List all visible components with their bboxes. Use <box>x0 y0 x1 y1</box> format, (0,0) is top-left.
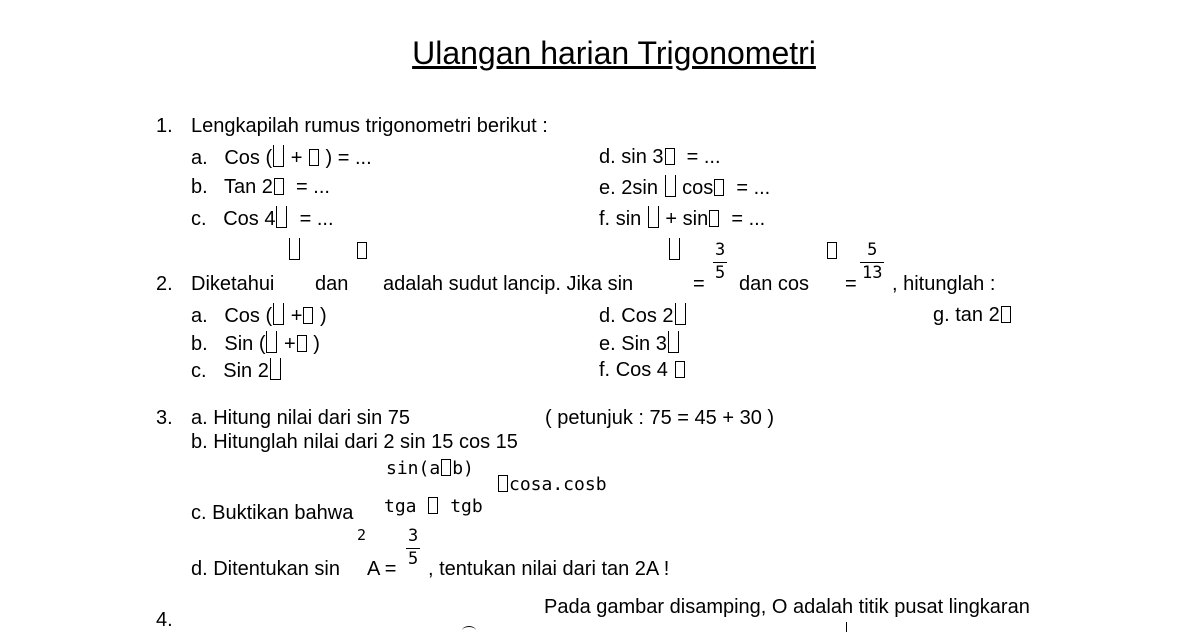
q2-item-c: c. Sin 2 <box>191 358 282 383</box>
alpha-symbol <box>668 331 679 353</box>
q2-number: 2. <box>156 273 173 295</box>
beta-symbol <box>309 149 319 166</box>
q2-intro-diketahui: Diketahui <box>191 273 275 295</box>
q1-item-c: c. Cos 4 = ... <box>191 208 334 230</box>
q2-hitunglah: , hitunglah : <box>892 273 996 295</box>
q2-item-a: a. Cos ( + ) <box>191 305 327 327</box>
q4-text: Pada gambar disamping, O adalah titik pusat lingkaran <box>544 596 1030 618</box>
q3-c-numerator: sin(a b) <box>386 458 474 479</box>
alpha-symbol <box>665 175 676 197</box>
q2-item-d: d. Cos 2 <box>599 303 687 328</box>
beta-symbol <box>274 178 284 195</box>
fraction-3-5: 3 5 <box>408 526 419 569</box>
beta-symbol <box>1001 306 1011 323</box>
alpha-symbol <box>648 206 659 228</box>
beta-symbol <box>665 148 675 165</box>
q3-exponent: 2 <box>357 526 367 544</box>
fraction-5-13: 5 13 <box>862 240 883 283</box>
q1-item-d: d. sin 3 = ... <box>599 146 721 168</box>
beta-symbol <box>714 179 724 196</box>
q3-number: 3. <box>156 407 173 429</box>
beta-symbol <box>709 210 719 227</box>
alpha-symbol-float <box>289 238 300 260</box>
q2-intro-dan: dan <box>315 273 349 295</box>
alpha-symbol <box>273 303 284 325</box>
beta-symbol <box>675 361 685 378</box>
q2-item-f: f. Cos 4 <box>599 358 686 382</box>
fraction-3-5: 3 5 <box>715 240 726 283</box>
alpha-symbol <box>266 331 277 353</box>
plus-minus-symbol <box>428 497 438 514</box>
q3-c-denominator: tga tgb <box>384 496 483 517</box>
alpha-symbol <box>270 358 281 380</box>
alpha-symbol-float <box>669 238 680 260</box>
q2-item-b: b. Sin ( + ) <box>191 333 320 355</box>
q3-c-rhs: cosa.cosb <box>497 474 607 496</box>
q1-item-f: f. sin + sin = ... <box>599 208 766 230</box>
alpha-symbol <box>273 145 284 167</box>
q2-item-e: e. Sin 3 <box>599 331 680 356</box>
figure-mark-partial <box>846 622 851 632</box>
q3-d-text3: , tentukan nilai dari tan 2A ! <box>428 558 670 580</box>
q3-a: a. Hitung nilai dari sin 75 <box>191 407 411 429</box>
q1-item-b: b. Tan 2 = ... <box>191 176 330 198</box>
beta-symbol-float <box>357 242 367 259</box>
alpha-symbol <box>675 303 686 325</box>
q2-eq1: = <box>693 273 705 295</box>
q2-dan-cos: dan cos <box>739 273 810 295</box>
q3-d-text1: d. Ditentukan sin <box>191 558 340 580</box>
q3-c-label: c. Buktikan bahwa <box>191 502 354 524</box>
q2-eq2: = <box>845 273 857 295</box>
q3-d-text2: A = <box>367 558 397 580</box>
q3-b: b. Hitunglah nilai dari 2 sin 15 cos 15 <box>191 431 518 453</box>
q1-prompt: Lengkapilah rumus trigonometri berikut : <box>191 115 548 137</box>
beta-symbol <box>303 307 313 324</box>
q1-item-e: e. 2sin cos = ... <box>599 177 771 199</box>
q4-number: 4. <box>156 609 173 631</box>
q2-item-g: g. tan 2 <box>933 303 1012 327</box>
alpha-symbol <box>276 206 287 228</box>
plus-minus-symbol <box>441 459 451 476</box>
circle-figure-partial <box>462 626 476 635</box>
q1-item-a: a. Cos ( + ) = ... <box>191 147 372 169</box>
beta-symbol <box>297 335 307 352</box>
q1-number: 1. <box>156 115 173 137</box>
page-title: Ulangan harian Trigonometri <box>412 35 816 71</box>
q3-hint: ( petunjuk : 75 = 45 + 30 ) <box>545 407 775 429</box>
q2-intro-text: adalah sudut lancip. Jika sin <box>383 273 634 295</box>
beta-symbol-float <box>827 242 837 259</box>
equals-symbol <box>498 475 508 492</box>
